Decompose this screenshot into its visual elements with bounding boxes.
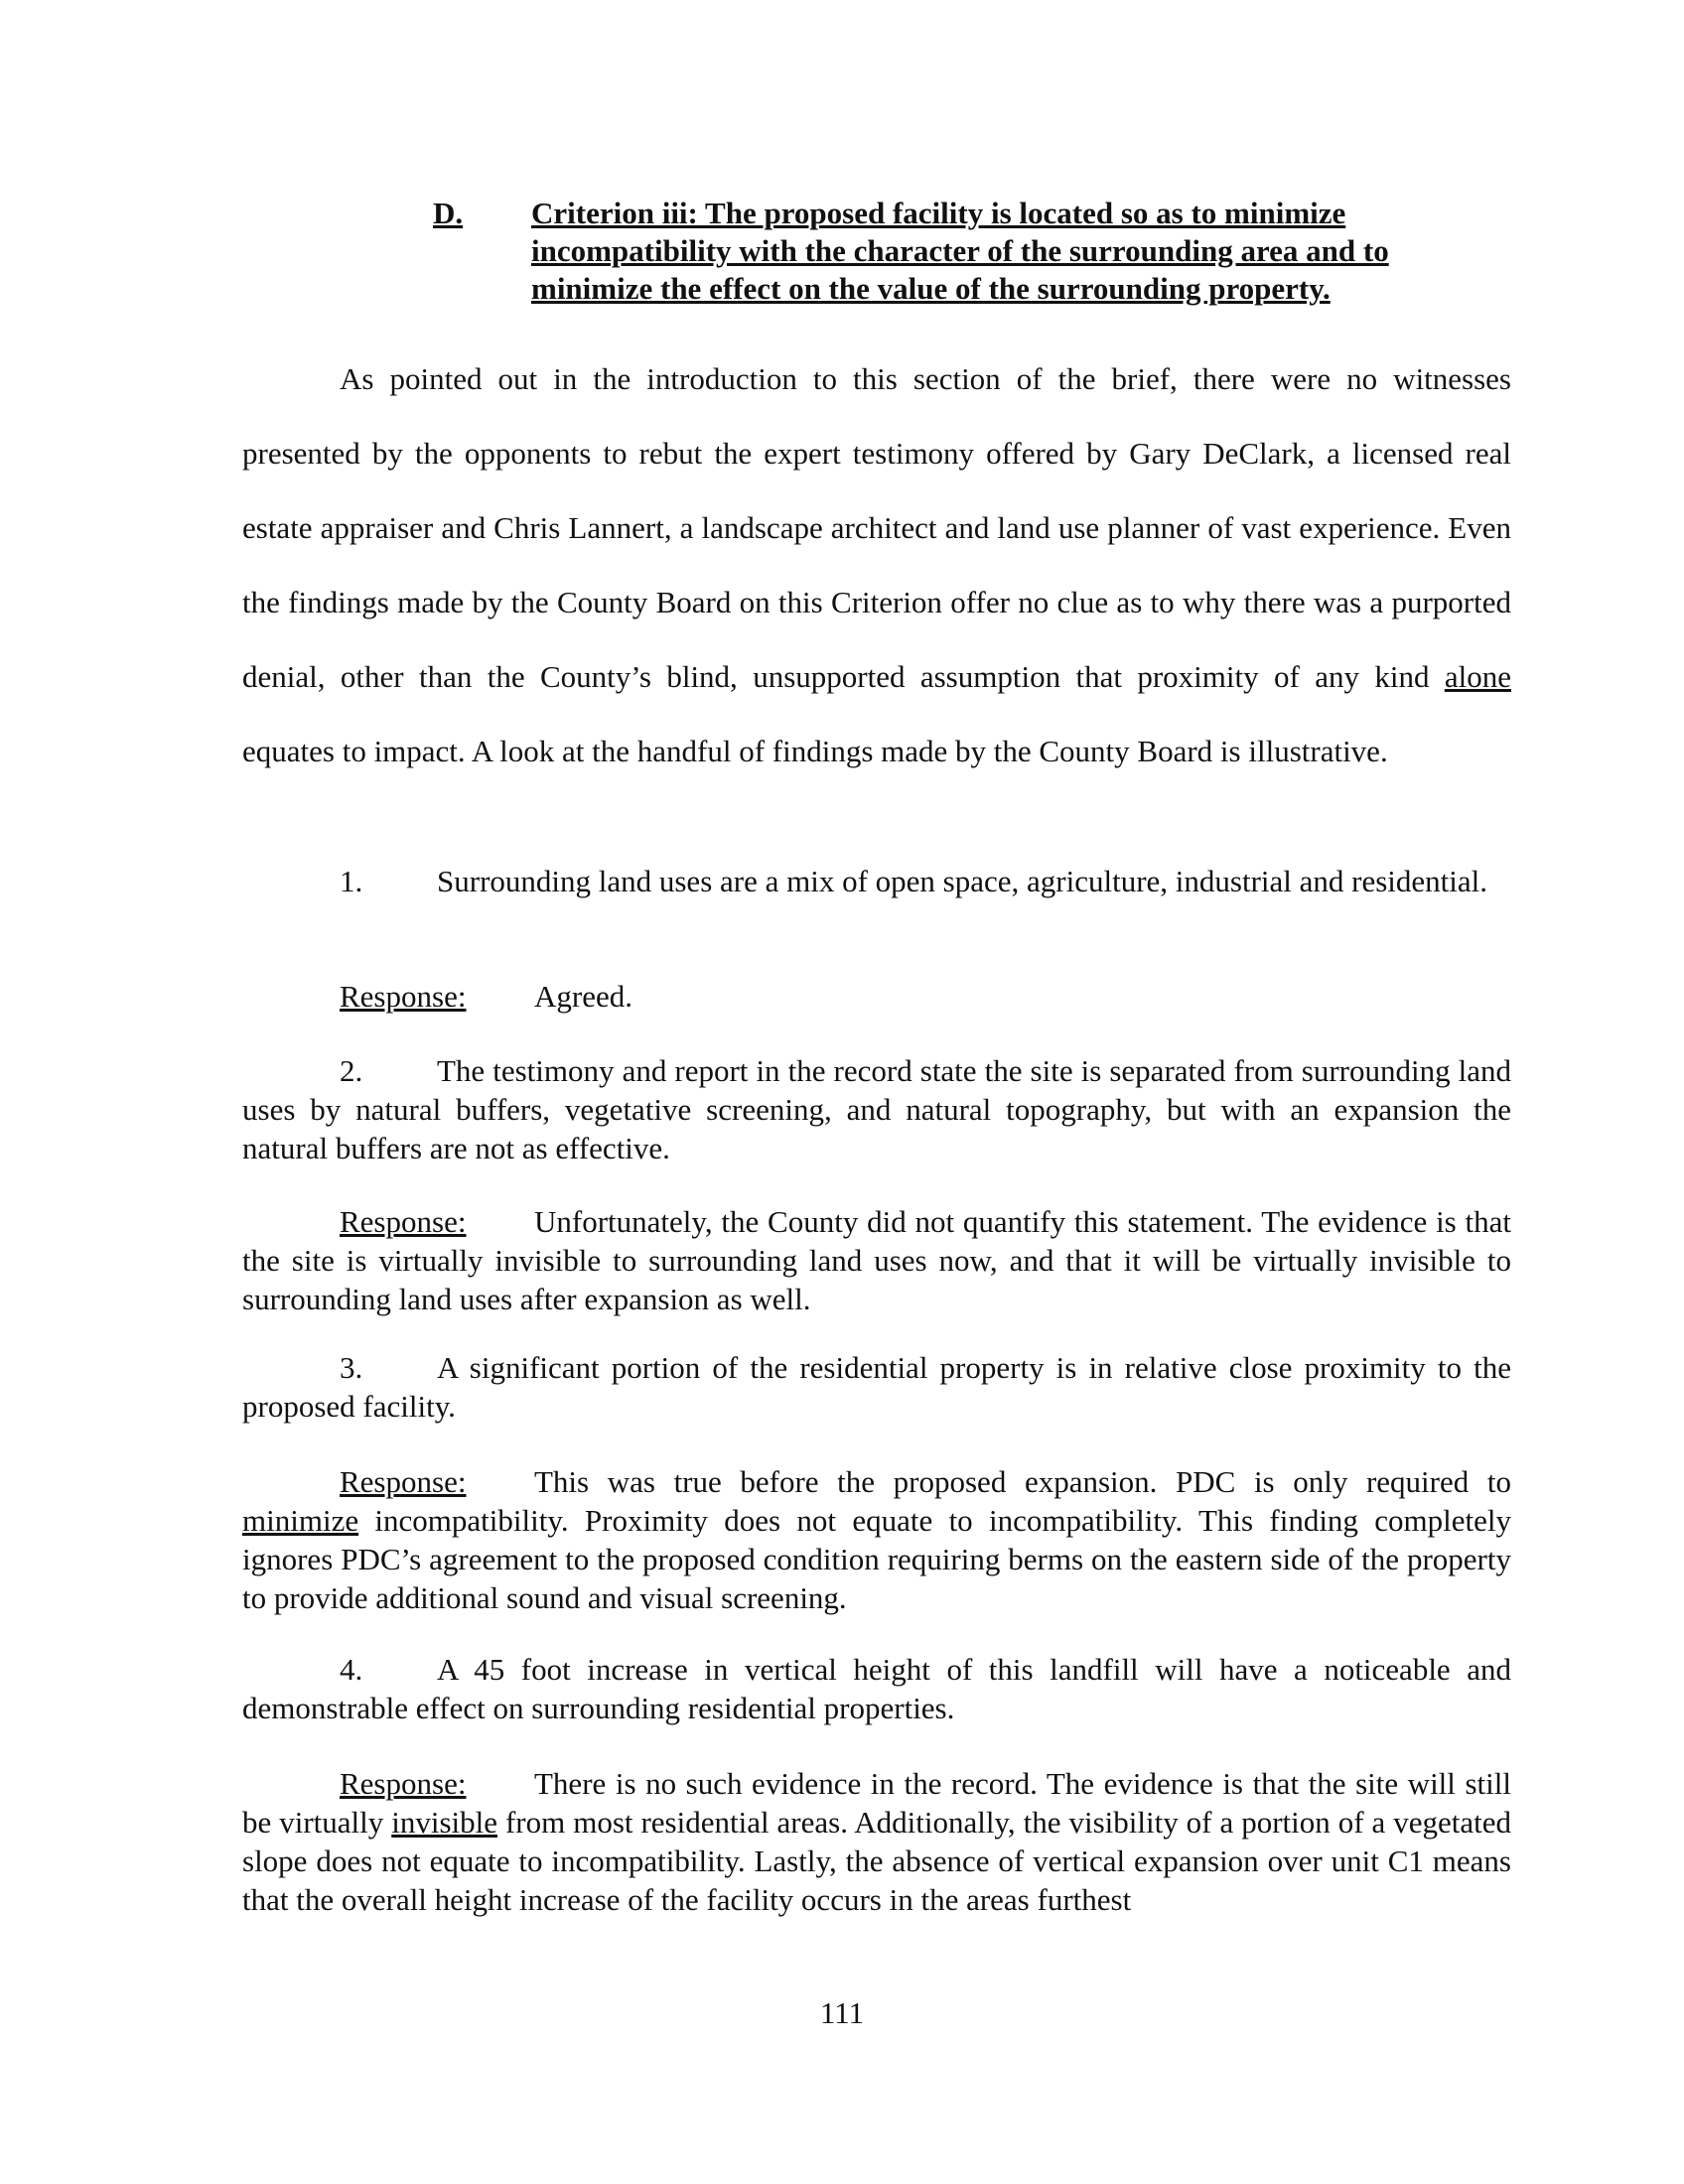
finding-text: The testimony and report in the record state the site is separated from surrounding land uses by natural buffers, vegetative screening, and natural topography, but with an expansion the natural buffers are not as effective. bbox=[242, 1053, 1511, 1165]
response-3 bbox=[242, 1462, 1511, 1617]
finding-number: 2. bbox=[340, 1053, 363, 1088]
response-emphasis: invisible bbox=[391, 1805, 498, 1840]
response-text-2: incompatibility. Proximity does not equate to incompatibility. This finding completely ignores PDC’s agreement to the proposed condition requiring berms on the eastern side of the property to provide additional sound and visual screening. bbox=[242, 1503, 1511, 1615]
section-title: Criterion iii: The proposed facility is located so as to minimize incompatibility with the character of the surrounding area and to minimize the effect on the value of the surrounding property. bbox=[531, 196, 1389, 306]
intro-paragraph bbox=[242, 341, 1511, 788]
response-1 bbox=[242, 977, 1511, 1016]
finding-text: Surrounding land uses are a mix of open space, agriculture, industrial and residential. bbox=[437, 864, 1487, 898]
finding-1 bbox=[242, 862, 1511, 900]
finding-4 bbox=[242, 1650, 1511, 1727]
response-2 bbox=[242, 1202, 1511, 1318]
intro-text-2: equates to impact. A look at the handful of findings made by the County Board is illustrative. bbox=[242, 734, 1388, 768]
response-text: Agreed. bbox=[534, 979, 632, 1014]
response-emphasis: minimize bbox=[242, 1503, 359, 1538]
finding-number: 4. bbox=[340, 1652, 363, 1687]
response-label: Response: bbox=[340, 1766, 467, 1801]
intro-emphasis: alone bbox=[1444, 659, 1511, 694]
response-label: Response: bbox=[340, 979, 467, 1014]
finding-text: A significant portion of the residential property is in relative close proximity to the proposed facility. bbox=[242, 1350, 1511, 1424]
response-label: Response: bbox=[340, 1464, 467, 1499]
finding-number: 3. bbox=[340, 1350, 363, 1385]
finding-text: A 45 foot increase in vertical height of this landfill will have a noticeable and demonstrable effect on surrounding residential properties. bbox=[242, 1652, 1511, 1725]
page-number: 111 bbox=[819, 1995, 865, 2030]
finding-2 bbox=[242, 1051, 1511, 1167]
response-text-2: from most residential areas. Additionally, the visibility of a portion of a vegetated slope does not equate to incompatibility. Lastly, the absence of vertical expansion over unit C1 means that the overall height increase of the facility occurs in the areas furthest bbox=[242, 1805, 1512, 1917]
finding-number: 1. bbox=[340, 864, 363, 898]
response-label: Response: bbox=[340, 1204, 467, 1239]
section-letter: D. bbox=[433, 196, 464, 230]
response-text-1: There is no such evidence in the record. The evidence is that the site will still be virtually bbox=[242, 1766, 1511, 1840]
response-4 bbox=[242, 1764, 1511, 1919]
intro-text-1: As pointed out in the introduction to this section of the brief, there were no witnesses presented by the opponents to rebut the expert testimony offered by Gary DeClark, a licensed real estate appraiser and Chris Lannert, a landscape architect and land use planner of vast experience. Even the findings made by the County Board on this Criterion offer no clue as to why there was a purported denial, other than the County’s blind, unsupported assumption that proximity of any kind bbox=[242, 361, 1511, 694]
response-text: Unfortunately, the County did not quantify this statement. The evidence is that the site is virtually invisible to surrounding land uses now, and that it will be virtually invisible to surrounding land uses after expansion as well. bbox=[242, 1204, 1511, 1316]
response-text-1: This was true before the proposed expansion. PDC is only required to bbox=[534, 1464, 1511, 1499]
finding-3 bbox=[242, 1348, 1511, 1426]
